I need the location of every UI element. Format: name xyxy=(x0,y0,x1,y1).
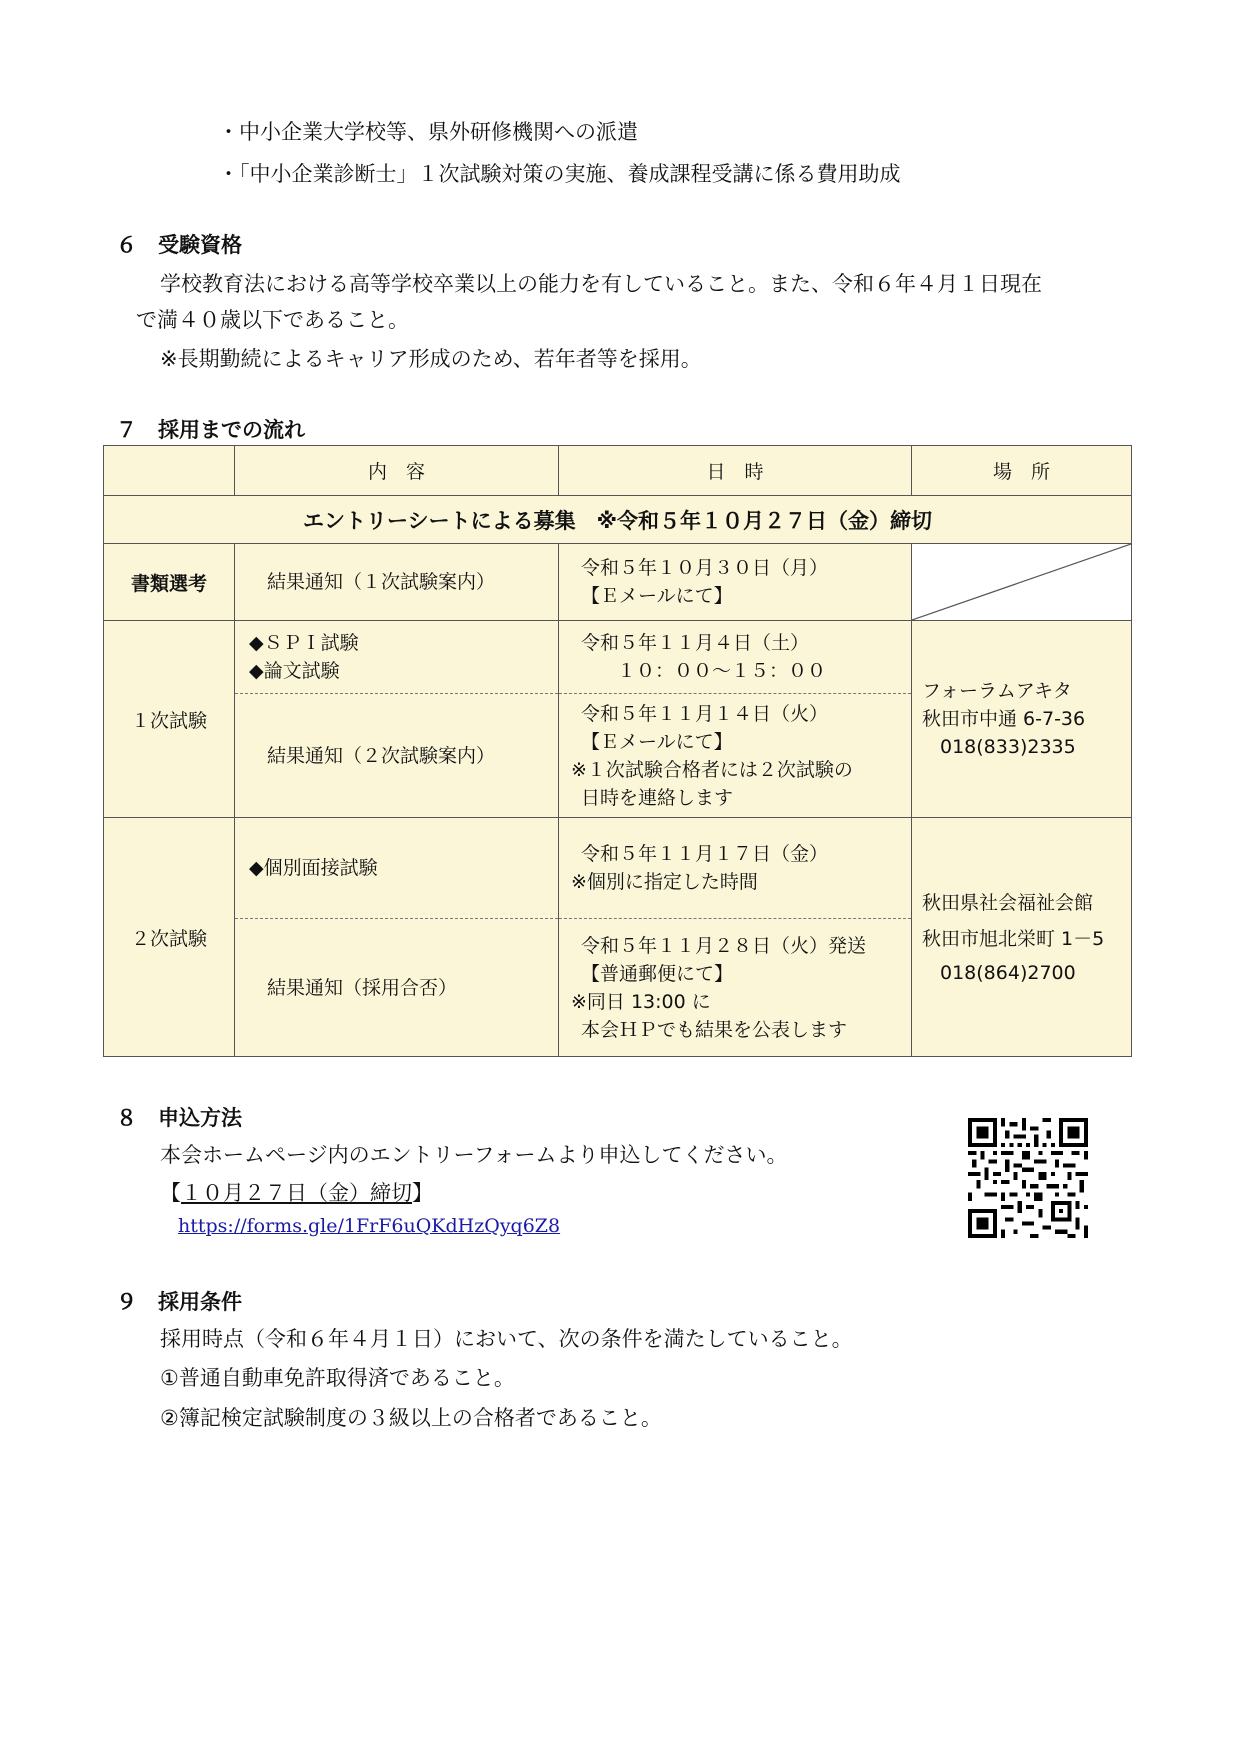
section6-note: ※長期勤続によるキャリア形成のため、若年者等を採用。 xyxy=(160,347,702,371)
section8-deadline: 【１０月２７日（金）締切】 xyxy=(160,1181,433,1205)
doc-screening-place-blank xyxy=(912,544,1132,621)
first-exam-result-content: 結果通知（２次試験案内） xyxy=(235,694,559,818)
second-exam-label: ２次試験 xyxy=(104,818,235,1057)
section7-heading: ７ 採用までの流れ xyxy=(116,418,305,442)
section8-line1: 本会ホームページ内のエントリーフォームより申込してください。 xyxy=(160,1143,788,1167)
second-exam-result-date: 令和５年１１月２８日（火）発送 【普通郵便にて】 ※同日 13:00 に 本会ＨＰでも結果を公表します xyxy=(559,919,912,1057)
section9-item1: ①普通自動車免許取得済であること。 xyxy=(160,1366,515,1390)
first-exam-label: １次試験 xyxy=(104,621,235,818)
entry-banner: エントリーシートによる募集 ※令和５年１０月２７日（金）締切 xyxy=(104,496,1132,544)
second-exam-result-content: 結果通知（採用合否） xyxy=(235,919,559,1057)
first-exam-content: ◆ＳＰＩ試験 ◆論文試験 xyxy=(235,621,559,694)
second-exam-place: 秋田県社会福祉会館 秋田市旭北栄町 1－5 018(864)2700 xyxy=(912,818,1132,1057)
doc-screening-content: 結果通知（１次試験案内） xyxy=(235,544,559,621)
entry-form-link[interactable]: https://forms.gle/1FrF6uQKdHzQyq6Z8 xyxy=(178,1215,561,1237)
section6-line1: 学校教育法における高等学校卒業以上の能力を有していること。また、令和６年４月１日現在 xyxy=(160,272,1042,296)
header-blank xyxy=(104,446,235,496)
second-exam-date: 令和５年１１月１７日（金） ※個別に指定した時間 xyxy=(559,818,912,919)
header-place: 場 所 xyxy=(912,446,1132,496)
section9-heading: ９ 採用条件 xyxy=(116,1290,242,1314)
section6-heading: ６ 受験資格 xyxy=(116,233,242,257)
bullet-subsidy: ・「中小企業診断士」１次試験対策の実施、養成課程受講に係る費用助成 xyxy=(218,162,901,186)
first-exam-result-date: 令和５年１１月１４日（火） 【Ｅメールにて】 ※１次試験合格者には２次試験の 日時を連絡します xyxy=(559,694,912,818)
qr-code-icon[interactable] xyxy=(968,1118,1088,1238)
bullet-dispatch: ・中小企業大学校等、県外研修機関への派遣 xyxy=(218,120,638,144)
section9-item2: ②簿記検定試験制度の３級以上の合格者であること。 xyxy=(160,1406,662,1430)
section9-line1: 採用時点（令和６年４月１日）において、次の条件を満たしていること。 xyxy=(160,1327,853,1351)
header-datetime: 日 時 xyxy=(559,446,912,496)
header-content: 内 容 xyxy=(235,446,559,496)
doc-screening-date: 令和５年１０月３０日（月） 【Ｅメールにて】 xyxy=(559,544,912,621)
first-exam-date: 令和５年１１月４日（土） １０：００～１５：００ xyxy=(559,621,912,694)
section6-line2: で満４０歳以下であること。 xyxy=(136,308,409,332)
recruitment-flow-table xyxy=(103,445,1132,1057)
first-exam-place: フォーラムアキタ 秋田市中通 6-7-36 018(833)2335 xyxy=(912,621,1132,818)
section8-heading: ８ 申込方法 xyxy=(116,1106,242,1130)
second-exam-content: ◆個別面接試験 xyxy=(235,818,559,919)
doc-screening-label: 書類選考 xyxy=(104,544,235,621)
